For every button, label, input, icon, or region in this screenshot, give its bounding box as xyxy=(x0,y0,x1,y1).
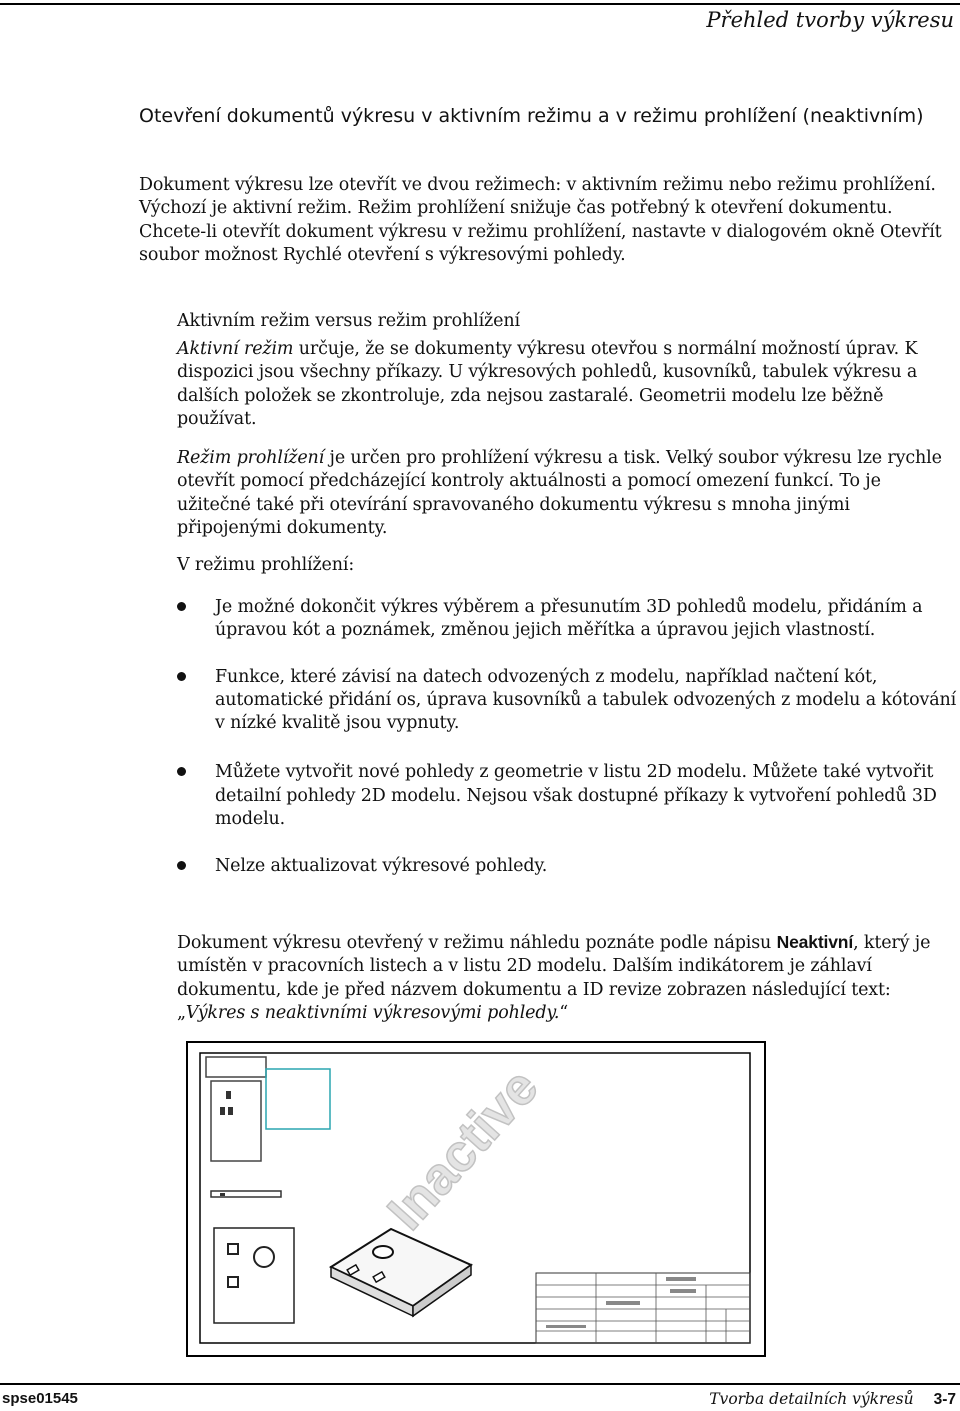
list-item-text: Můžete vytvořit nové pohledy z geometrie v listu 2D modelu. Můžete také vytvořit detailní pohledy 2D modelu. Nejsou však dostupné příkazy k vytvoření pohledů 3D modelu. xyxy=(215,762,937,830)
closing-text-middle: , který je umístěn v pracovních listech a v listu 2D modelu. Dalším indikátorem je záhlaví dokumentu, kde je před názvem dokumentu a ID revize zobrazen následující text: „ xyxy=(177,933,931,1023)
title-block-text-mark xyxy=(666,1277,696,1281)
inactive-drawing-figure xyxy=(186,1041,766,1357)
bullet-list xyxy=(177,596,957,879)
list-item xyxy=(177,666,957,736)
review-mode-paragraph xyxy=(177,447,957,540)
page-number: 3-7 xyxy=(933,1391,956,1408)
list-item-text: Je možné dokončit výkres výběrem a přesunutím 3D pohledů modelu, přidáním a úpravou kót a poznámek, změnou jejich měřítka a úpravou jejich vlastností. xyxy=(215,597,923,641)
header-rule xyxy=(0,3,960,5)
active-mode-term: Aktivní režim xyxy=(177,339,294,359)
active-mode-paragraph xyxy=(177,338,957,431)
review-mode-text: je určen pro prohlížení výkresu a tisk. Velký soubor výkresu lze rychle otevřít pomocí předcházející kontroly aktuálnosti a pomocí omezení funkcí. To je užitečné také při otevírání spravovaného dokumentu výkresu s mnoha jinými připojenými dokumenty. xyxy=(177,448,942,538)
footer-rule xyxy=(0,1383,960,1385)
subheading: Aktivním režim versus režim prohlížení xyxy=(177,311,520,331)
review-mode-term: Režim prohlížení xyxy=(177,448,325,468)
footer-book-title: Tvorba detailních výkresů xyxy=(709,1390,914,1408)
isometric-hole xyxy=(373,1246,393,1258)
list-item-text: Nelze aktualizovat výkresové pohledy. xyxy=(215,856,548,877)
inactive-keyword: Neaktivní xyxy=(776,932,854,952)
list-item xyxy=(177,855,957,878)
bullet-icon xyxy=(177,767,186,776)
inactive-watermark: Inactive xyxy=(376,1058,550,1242)
list-item xyxy=(177,596,957,643)
hole-feature xyxy=(220,1107,225,1115)
list-intro: V režimu prohlížení: xyxy=(177,555,355,575)
title-bar-quote: Výkres s neaktivními výkresovými pohledy. xyxy=(185,1002,560,1023)
list-item xyxy=(177,761,957,831)
footer-right xyxy=(709,1390,956,1409)
bullet-icon xyxy=(177,861,186,870)
section-title: Otevření dokumentů výkresu v aktivním režimu a v režimu prohlížení (neaktivním) xyxy=(139,105,924,127)
bullet-icon xyxy=(177,672,186,681)
closing-text-start: Dokument výkresu otevřený v režimu náhledu poznáte podle nápisu xyxy=(177,933,777,953)
footer-doc-code: spse01545 xyxy=(2,1390,78,1407)
side-view-detail xyxy=(220,1193,225,1196)
active-mode-text: určuje, že se dokumenty výkresu otevřou s normální možností úprav. K dispozici jsou všechny příkazy. U výkresových pohledů, kusovníků, tabulek výkresu a dalších položek se zkontroluje, zda nejsou zastaralé. Geometrii modelu lze běžně používat. xyxy=(177,339,918,429)
bullet-icon xyxy=(177,602,186,611)
title-block-text-mark xyxy=(670,1289,696,1293)
intro-paragraph: Dokument výkresu lze otevřít ve dvou režimech: v aktivním režimu nebo režimu prohlížení. Výchozí je aktivní režim. Režim prohlížení snižuje čas potřebný k otevření dokumentu. Chcete-li otevřít dokument výkresu v režimu prohlížení, nastavte v dialogovém okně Otevřít soubor možnost Rychlé otevření s výkresovými pohledy. xyxy=(139,175,942,265)
running-header: Přehled tvorby výkresu xyxy=(706,8,954,32)
list-item-text: Funkce, které závisí na datech odvozených z modelu, například načtení kót, automatické přidání os, úprava kusovníků a tabulek odvozených z modelu a kótování v nízké kvalitě jsou vypnuty. xyxy=(215,666,957,734)
hole-feature xyxy=(228,1107,233,1115)
title-block-text-mark xyxy=(546,1325,586,1328)
closing-paragraph xyxy=(177,931,957,1025)
hole-feature xyxy=(226,1091,231,1099)
title-block-text-mark xyxy=(606,1301,640,1305)
closing-quote-mark: “ xyxy=(559,1002,569,1023)
